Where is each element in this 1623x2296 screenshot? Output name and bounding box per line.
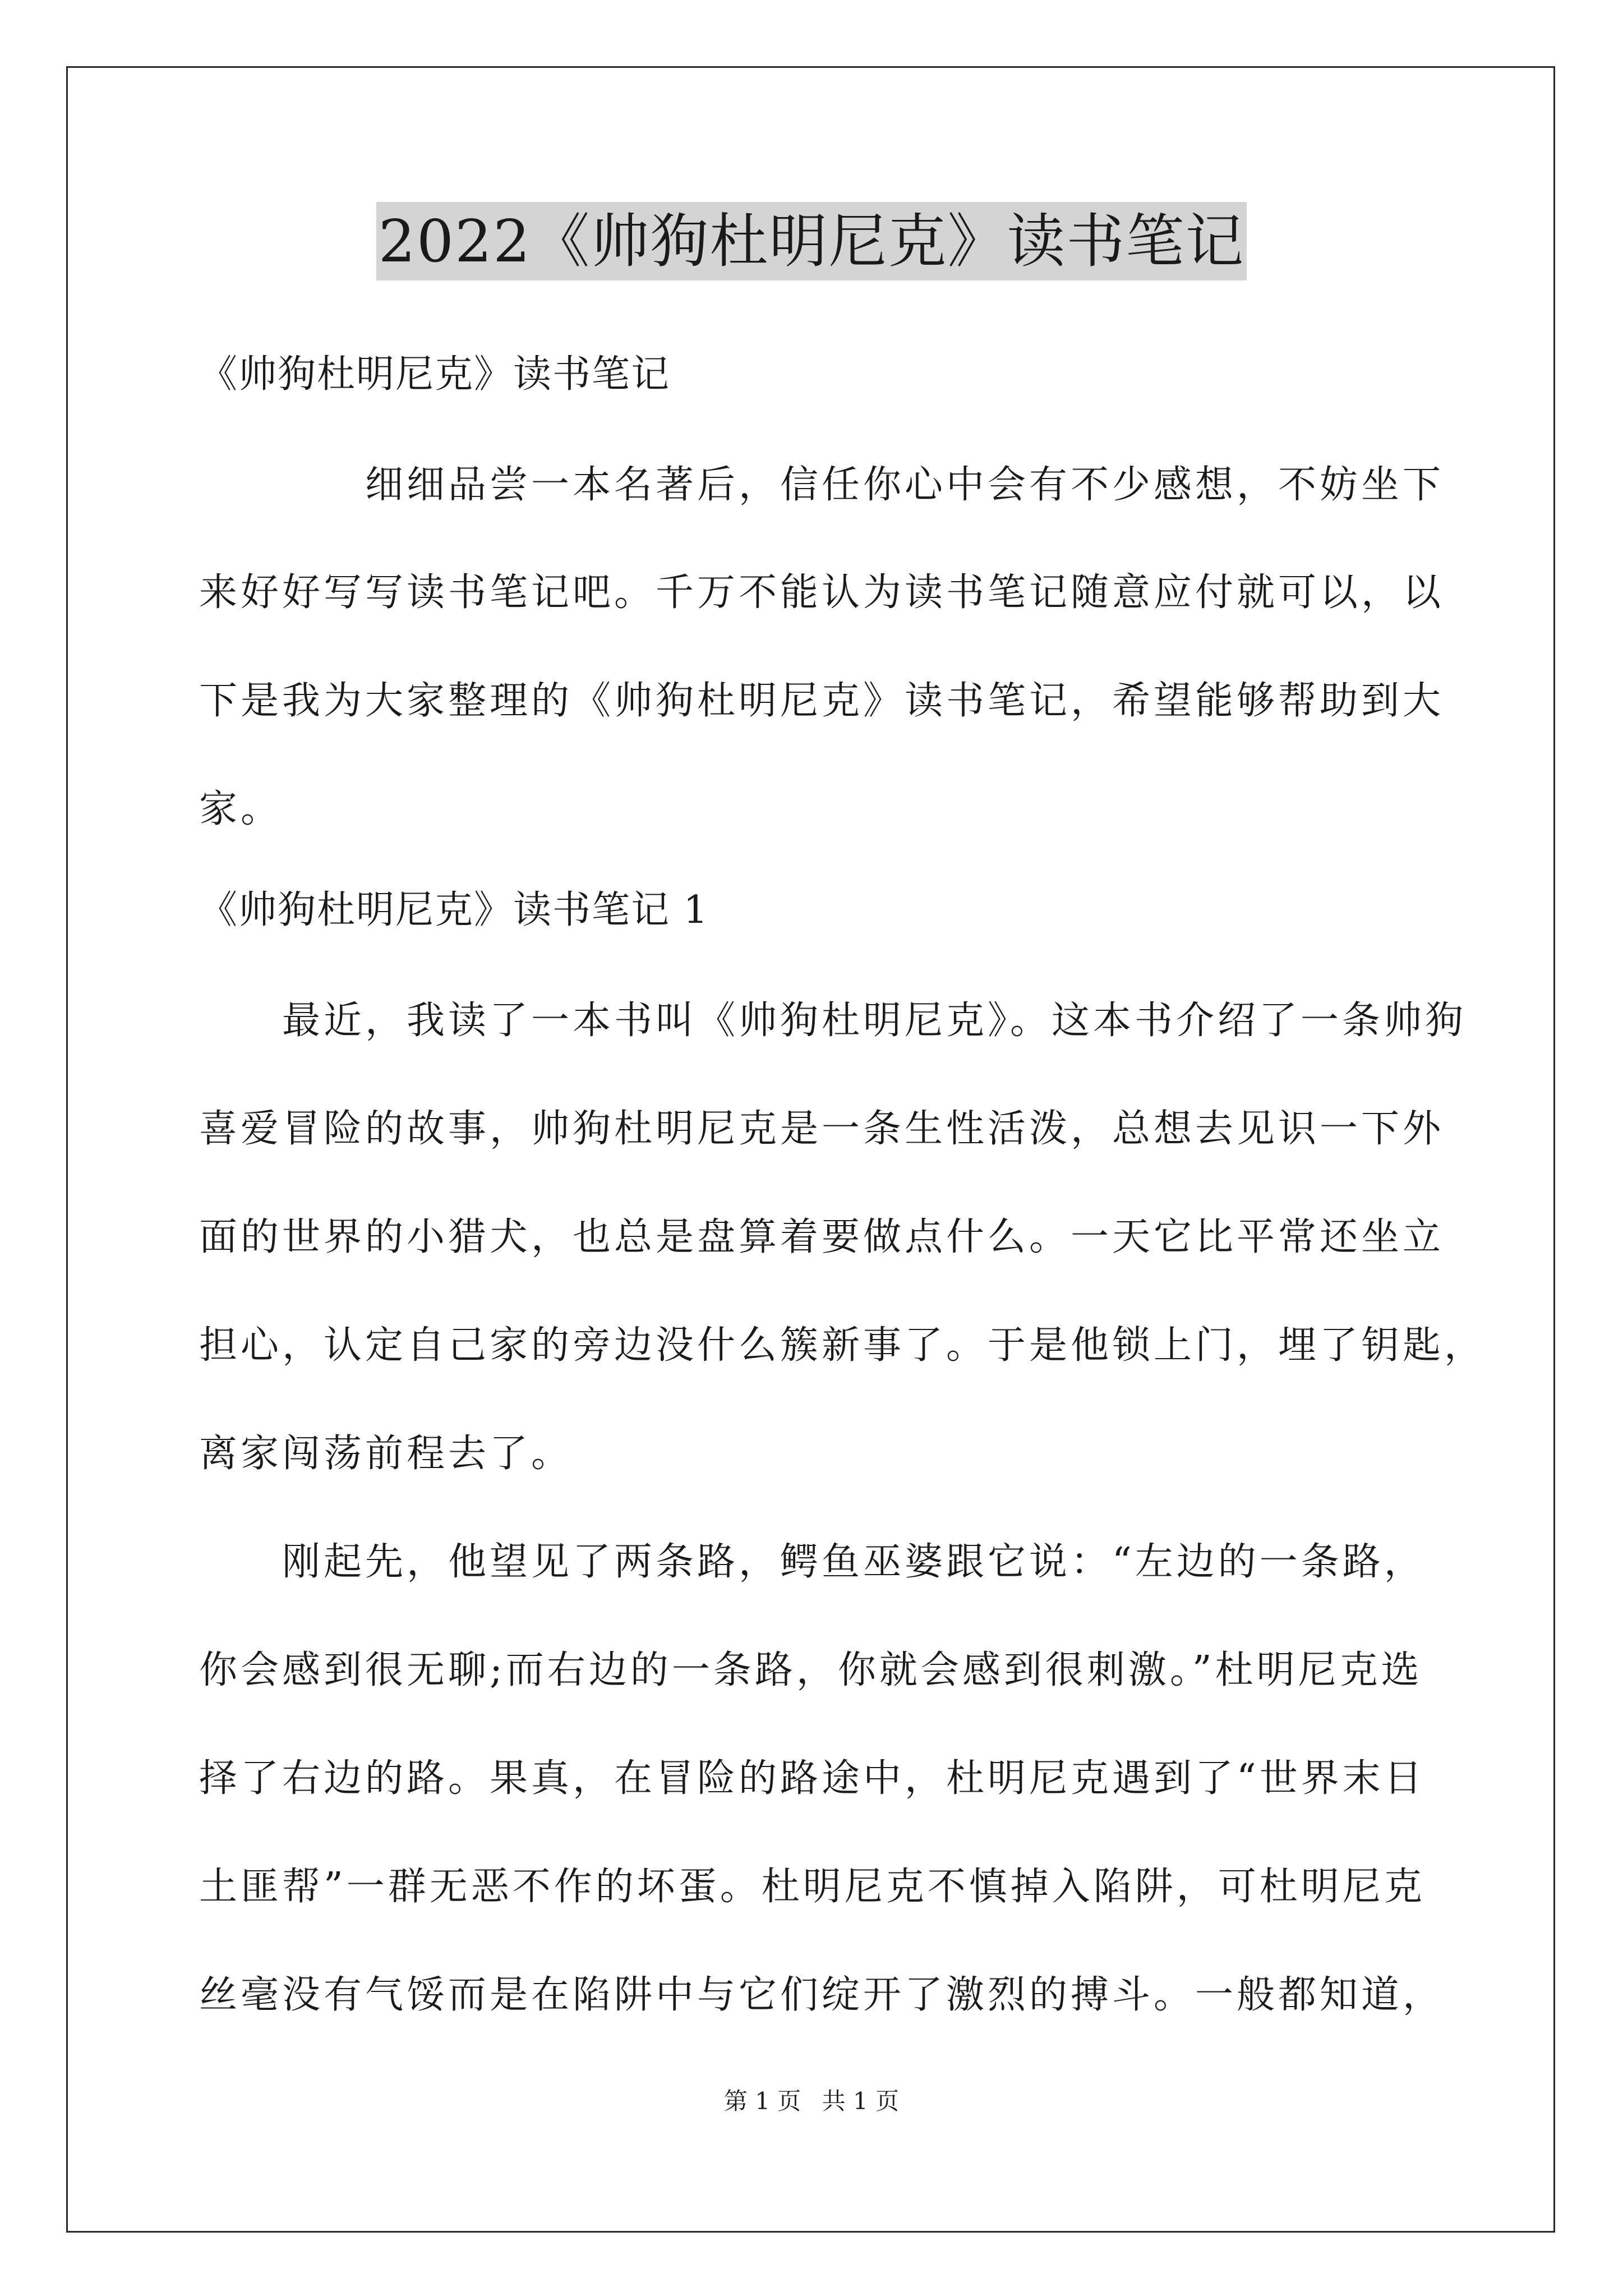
page-number: 第 1 页 <box>723 2087 801 2115</box>
document-title: 2022《帅狗杜明尼克》读书笔记 <box>376 202 1247 280</box>
page-footer <box>0 2085 1623 2118</box>
intro-line: 来好好写写读书笔记吧。千万不能认为读书笔记随意应付就可以，以 <box>199 570 1445 615</box>
paragraph1-line: 最近，我读了一本书叫《帅狗杜明尼克》。这本书介绍了一条帅狗 <box>199 999 1467 1043</box>
paragraph2-line: 丝毫没有气馁而是在陷阱中与它们绽开了激烈的搏斗。一般都知道， <box>199 1973 1445 2017</box>
document-subheading: 《帅狗杜明尼克》读书笔记 <box>199 352 671 397</box>
paragraph1-line: 担心，认定自己家的旁边没什么簇新事了。于是他锁上门，埋了钥匙， <box>199 1323 1486 1368</box>
title-container <box>0 202 1623 280</box>
intro-line: 下是我为大家整理的《帅狗杜明尼克》读书笔记，希望能够帮助到大 <box>199 679 1445 723</box>
paragraph2-line: 你会感到很无聊;而右边的一条路，你就会感到很刺激。”杜明尼克选 <box>199 1648 1423 1692</box>
paragraph1-line: 离家闯荡前程去了。 <box>199 1432 573 1476</box>
intro-line: 家。 <box>199 787 283 831</box>
section-heading: 《帅狗杜明尼克》读书笔记 1 <box>199 888 709 932</box>
paragraph2-line: 土匪帮”一群无恶不作的坏蛋。杜明尼克不慎掉入陷阱，可杜明尼克 <box>199 1865 1426 1909</box>
paragraph2-line: 刚起先，他望见了两条路，鳄鱼巫婆跟它说：“左边的一条路， <box>199 1540 1426 1584</box>
paragraph1-line: 面的世界的小猎犬，也总是盘算着要做点什么。一天它比平常还坐立 <box>199 1215 1445 1259</box>
intro-line: 细细品尝一本名著后，信任你心中会有不少感想，不妨坐下 <box>199 463 1445 507</box>
paragraph1-line: 喜爱冒险的故事，帅狗杜明尼克是一条生性活泼，总想去见识一下外 <box>199 1107 1445 1151</box>
page-total: 共 1 页 <box>822 2087 900 2115</box>
paragraph2-line: 择了右边的路。果真，在冒险的路途中，杜明尼克遇到了“世界末日 <box>199 1756 1426 1801</box>
